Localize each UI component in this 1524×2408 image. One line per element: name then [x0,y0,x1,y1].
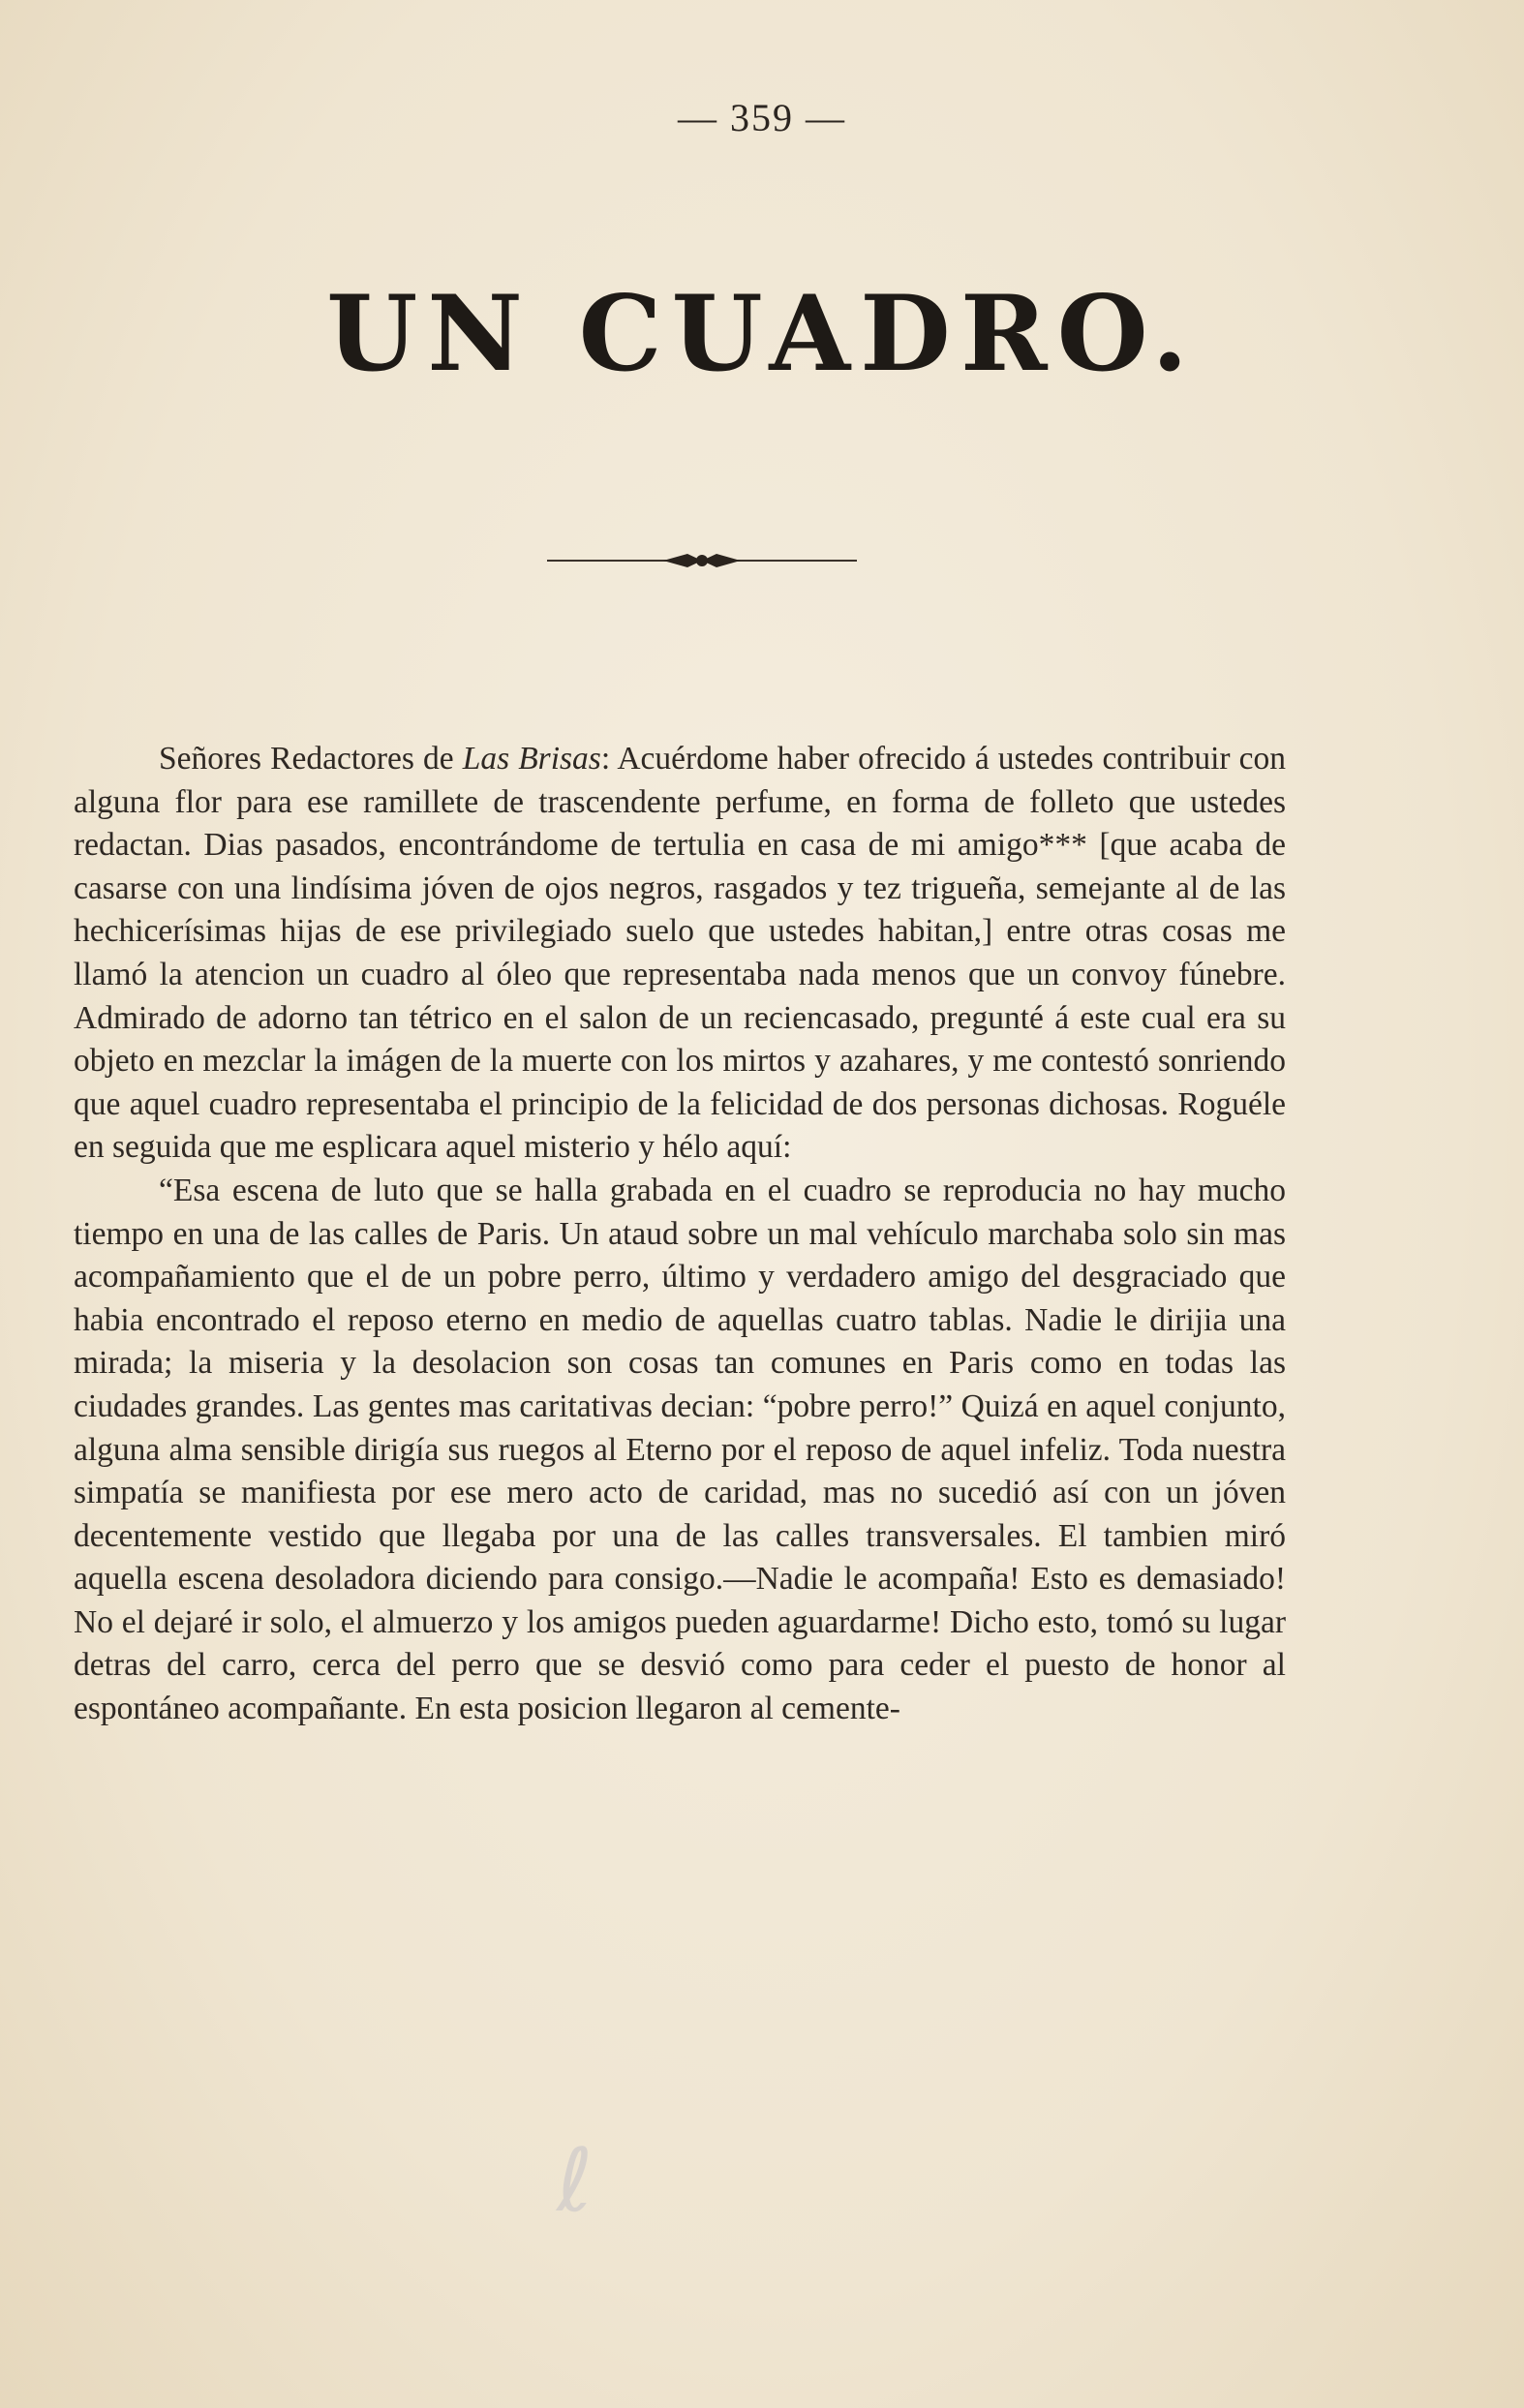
intro-text-start: Señores Redactores de [159,741,463,777]
page-title: UN CUADRO. [326,273,1198,395]
story-text: “Esa escena de luto que se halla grabada en el cuadro se reproducia no hay mucho tiempo en una de las calles de Paris. Un ataud sobre un mal vehículo marchaba solo sin mas acompañamiento que el de un pobre perro, último y verdadero amigo del desgraciado que habia encontrado el reposo eterno en medio de aquellas cuatro tablas. Nadie le dirijia una mirada; la miseria y la desolacion son cosas tan comunes en Paris como en todas las ciudades grandes. Las gentes mas caritativas decian: “pobre perro!” Quizá en aquel conjunto, alguna alma sensible dirigía sus ruegos al Eterno por el reposo de aquel infeliz. Toda nuestra simpatía se manifiesta por ese mero acto de caridad, mas no sucedió así con un jóven decentemente vestido que llegaba por una de las calles transversales. El tambien miró aquella escena desoladora diciendo para consigo.—Nadie le acompaña! Esto es demasiado! No el dejaré ir solo, el almuerzo y los amigos pueden aguardarme! Dicho esto, tomó su lugar detras del carro, cerca del perro que se desvió como para ceder el puesto de honor al espontáneo acompañante. En esta posicion llegaron al cemente- [74,1172,1286,1727]
magazine-name: Las Brisas [462,741,601,777]
paragraph-story [74,1170,1286,1731]
intro-text-rest: : Acuérdome haber ofrecido á ustedes contribuir con alguna flor para ese ramillete de trascendente perfume, en forma de folleto que ustedes redactan. Dias pasados, encontrándome de tertulia en casa de mi amigo*** [que acaba de casarse con una lindísima jóven de ojos negros, rasgados y tez trigueña, semejante al de las hechicerísimas hijas de ese privilegiado suelo que ustedes habitan,] entre otras cosas me llamó la atencion un cuadro al óleo que representaba nada menos que un convoy fúnebre. Admirado de adorno tan tétrico en el salon de un reciencasado, pregunté á este cual era su objeto en mezclar la imágen de la muerte con los mirtos y azahares, y me contestó sonriendo que aquel cuadro representaba el principio de la felicidad de dos personas dichosas. Roguéle en seguida que me esplicara aquel misterio y hélo aquí: [74,741,1286,1166]
divider-ornament [547,548,857,573]
page-number: — 359 — [678,96,846,139]
article-body [74,738,1286,1731]
pencil-mark: ℓ [557,2130,594,2232]
paragraph-intro [74,738,1286,1170]
